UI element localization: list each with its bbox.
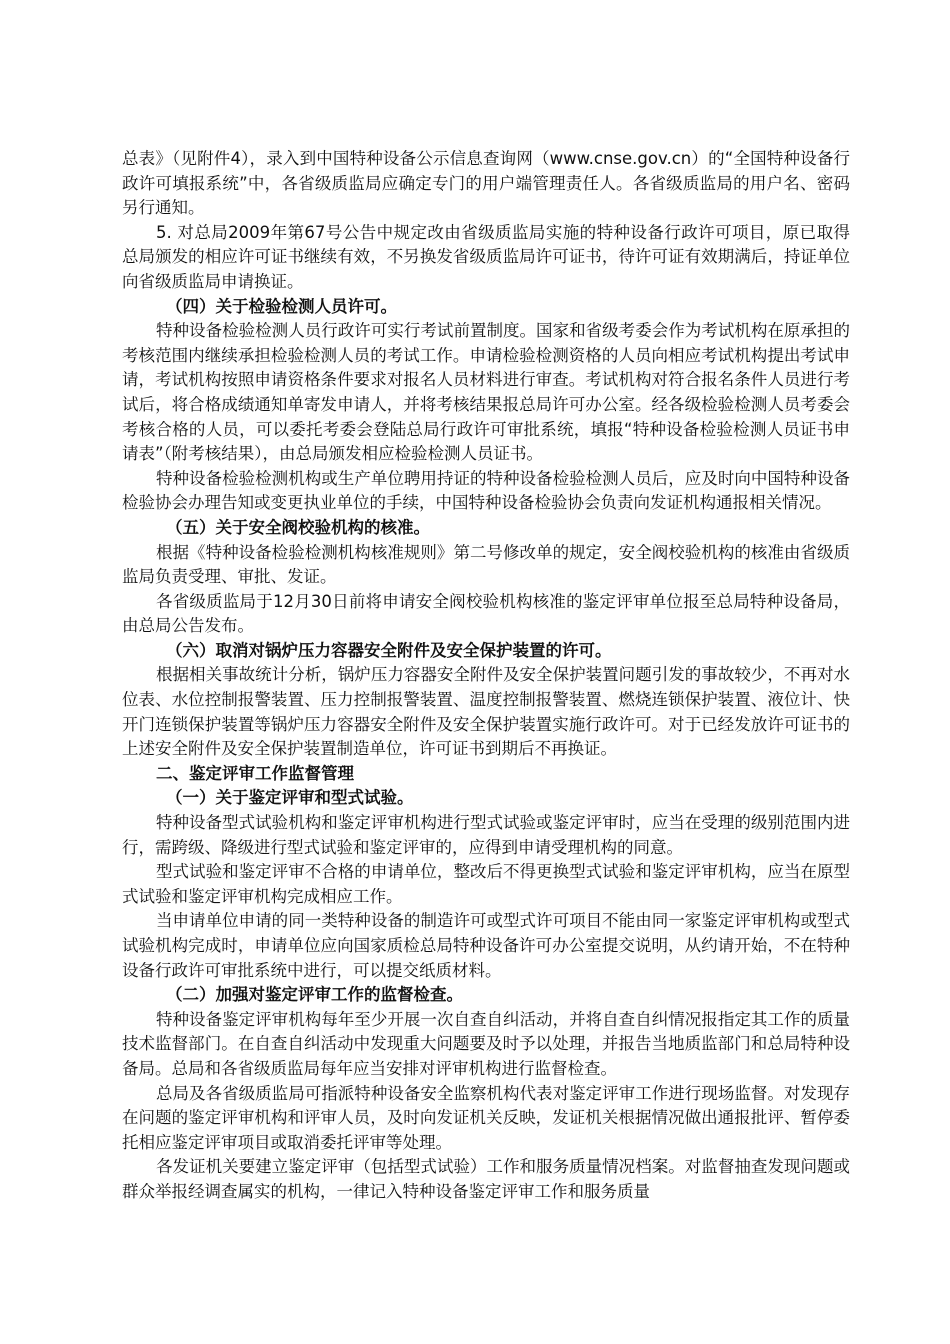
section-heading-5: （五）关于安全阀校验机构的核准。 — [166, 517, 430, 537]
chapter-heading-2: 二、鉴定评审工作监督管理 — [156, 763, 354, 783]
paragraph-9: 型式试验和鉴定评审不合格的申请单位，整改后不得更换型式试验和鉴定评审机构，应当在原型式试验和鉴定评审机构完成相应工作。 — [122, 862, 850, 906]
document-body — [122, 147, 850, 1205]
paragraph-5: 根据《特种设备检验检测机构核准规则》第二号修改单的规定，安全阀校验机构的核准由省级质监局负责受理、审批、发证。 — [122, 542, 850, 587]
section-heading-2-1: （一）关于鉴定评审和型式试验。 — [166, 788, 414, 808]
paragraph-10: 当申请单位申请的同一类特种设备的制造许可或型式许可项目不能由同一家鉴定评审机构或型式试验机构完成时，申请单位应向国家质检总局特种设备许可办公室提交说明，从约请开始，不在特种设备行政许可审批系统中进行，可以提交纸质材料。 — [122, 911, 850, 980]
section-heading-4: （四）关于检验检测人员许可。 — [166, 296, 397, 316]
paragraph-13: 各发证机关要建立鉴定评审（包括型式试验）工作和服务质量情况档案。对监督抽查发现问题或群众举报经调查属实的机构，一律记入特种设备鉴定评审工作和服务质量 — [122, 1157, 850, 1201]
paragraph-4: 特种设备检验检测机构或生产单位聘用持证的特种设备检验检测人员后，应及时向中国特种设备检验协会办理告知或变更执业单位的手续，中国特种设备检验协会负责向发证机构通报相关情况。 — [122, 468, 850, 513]
section-heading-2-2: （二）加强对鉴定评审工作的监督检查。 — [166, 985, 463, 1005]
paragraph-1: 总表》（见附件4），录入到中国特种设备公示信息查询网（www.cnse.gov.cn）的“全国特种设备行政许可填报系统”中，各省级质监局应确定专门的用户端管理责任人。各省级质监局的用户名、密码另行通知。 — [122, 149, 850, 218]
paragraph-11: 特种设备鉴定评审机构每年至少开展一次自查自纠活动，并将自查自纠情况报指定其工作的质量技术监督部门。在自查自纠活动中发现重大问题要及时予以处理，并报告当地质监部门和总局特种设备局。总局和各省级质监局每年应当安排对评审机构进行监督检查。 — [122, 1009, 850, 1078]
paragraph-2: 5. 对总局2009年第67号公告中规定改由省级质监局实施的特种设备行政许可项目，原已取得总局颁发的相应许可证书继续有效，不另换发省级质监局许可证书，待许可证有效期满后，持证单位向省级质监局申请换证。 — [122, 222, 850, 291]
paragraph-12: 总局及各省级质监局可指派特种设备安全监察机构代表对鉴定评审工作进行现场监督。对发现存在问题的鉴定评审机构和评审人员，及时向发证机关反映，发证机关根据情况做出通报批评、暂停委托相应鉴定评审项目或取消委托评审等处理。 — [122, 1083, 850, 1152]
paragraph-6: 各省级质监局于12月30日前将申请安全阀校验机构核准的鉴定评审单位报至总局特种设备局，由总局公告发布。 — [122, 591, 850, 636]
paragraph-7: 根据相关事故统计分析，锅炉压力容器安全附件及安全保护装置问题引发的事故较少，不再对水位表、水位控制报警装置、压力控制报警装置、温度控制报警装置、燃烧连锁保护装置、液位计、快开门连锁保护装置等锅炉压力容器安全附件及安全保护装置实施行政许可。对于已经发放许可证书的上述安全附件及安全保护装置制造单位，许可证书到期后不再换证。 — [122, 665, 850, 759]
paragraph-8: 特种设备型式试验机构和鉴定评审机构进行型式试验或鉴定评审时，应当在受理的级别范围内进行，需跨级、降级进行型式试验和鉴定评审的，应得到申请受理机构的同意。 — [122, 813, 850, 857]
section-heading-6: （六）取消对锅炉压力容器安全附件及安全保护装置的许可。 — [166, 640, 612, 660]
paragraph-3: 特种设备检验检测人员行政许可实行考试前置制度。国家和省级考委会作为考试机构在原承担的考核范围内继续承担检验检测人员的考试工作。申请检验检测资格的人员向相应考试机构提出考试申请，考试机构按照申请资格条件要求对报名人员材料进行审查。考试机构对符合报名条件人员进行考试后，将合格成绩通知单寄发申请人，并将考核结果报总局许可办公室。经各级检验检测人员考委会考核合格的人员，可以委托考委会登陆总局行政许可审批系统，填报“特种设备检验检测人员证书申请表”（附考核结果），由总局颁发相应检验检测人员证书。 — [122, 321, 850, 464]
